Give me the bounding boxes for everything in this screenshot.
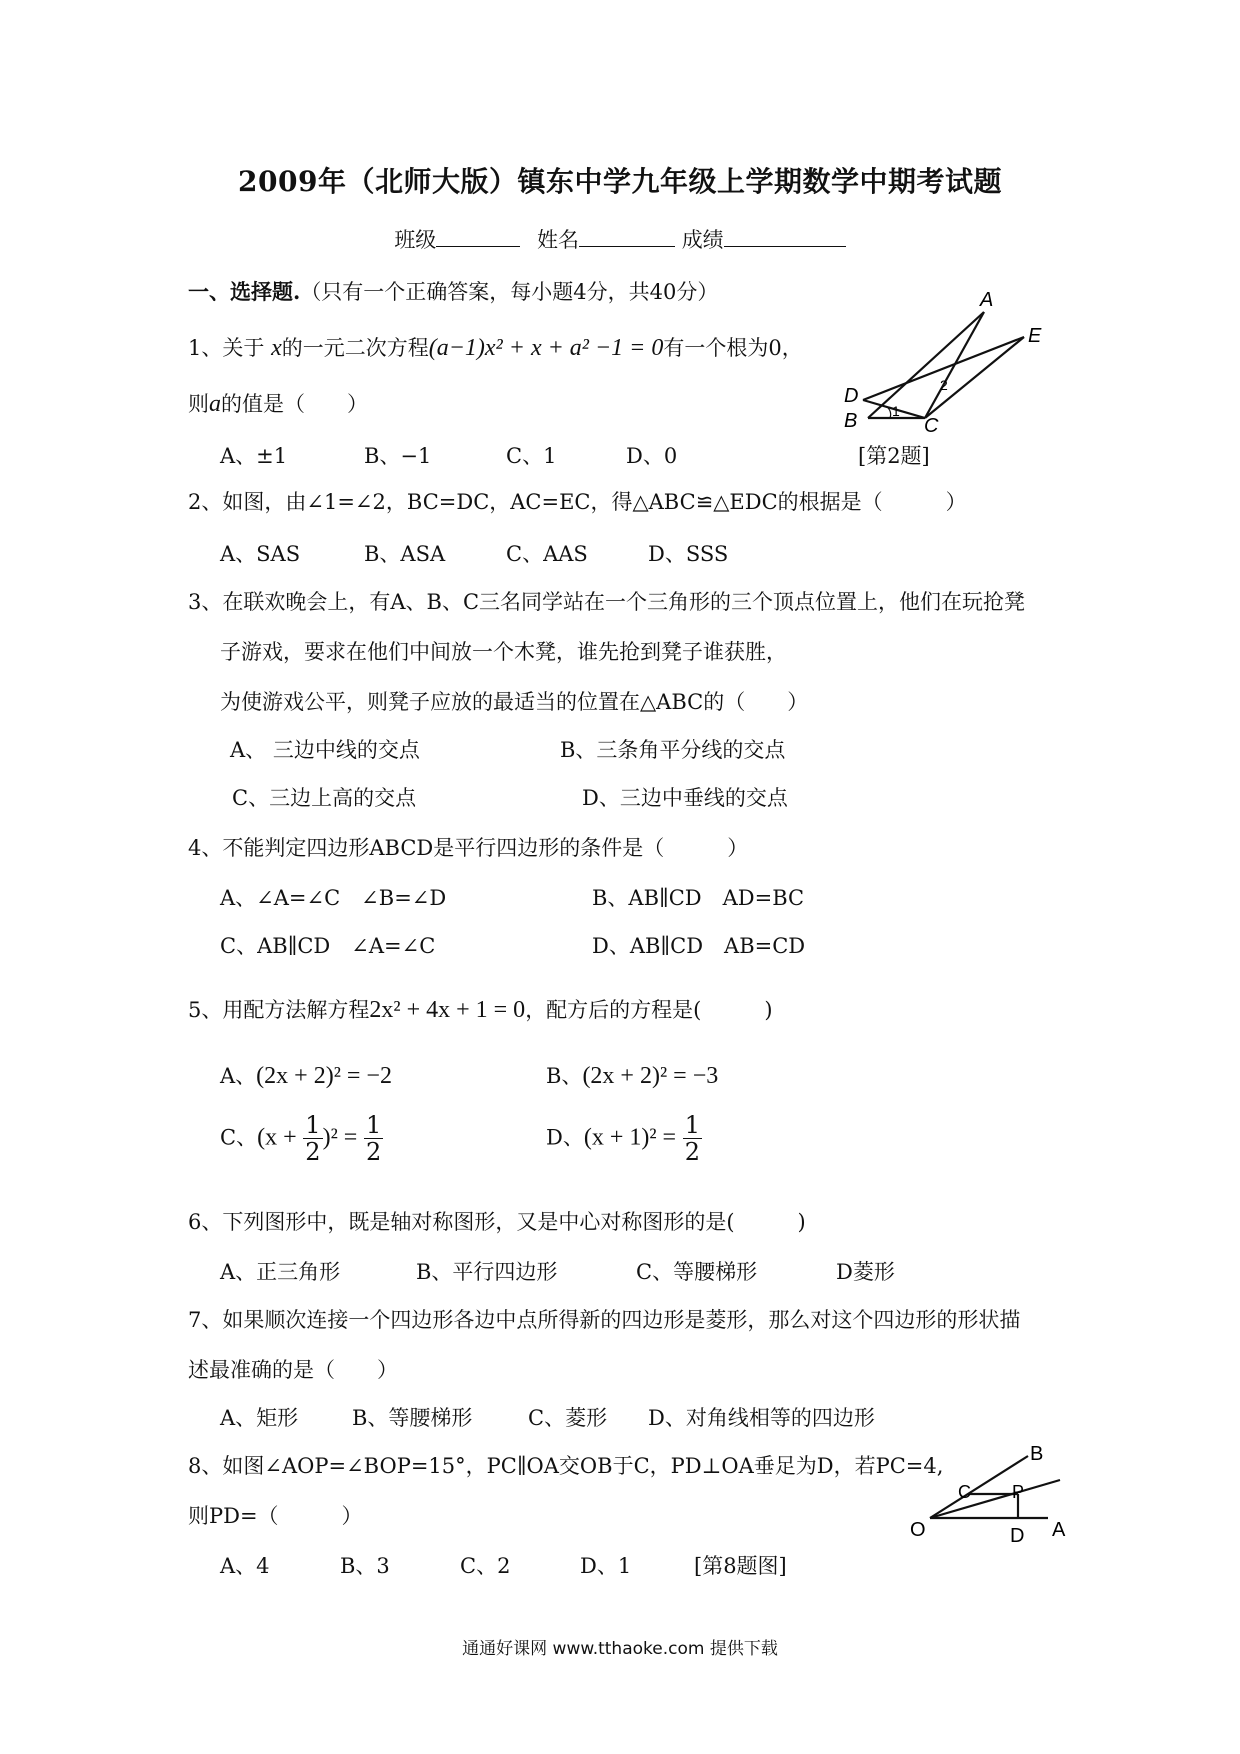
q7-line1: 7、如果顺次连接一个四边形各边中点所得新的四边形是菱形，那么对这个四边形的形状描 (188, 1308, 1021, 1332)
q1-tail: 有一个根为0， (663, 336, 803, 360)
q8-caption: [第8题图] (694, 1554, 787, 1578)
q7-option-c[interactable]: C、菱形 (528, 1406, 608, 1430)
q4-question: 4、不能判定四边形ABCD是平行四边形的条件是（ ） (188, 836, 749, 860)
q1-equation: (a−1)x² + x + a² −1 = 0 (428, 335, 664, 361)
q4-option-d[interactable]: D、AB∥CD AB=CD (592, 934, 806, 958)
q5-option-d-frac (683, 1112, 702, 1166)
q5-option-c[interactable] (220, 1112, 383, 1166)
q2-question: 2、如图，由∠1=∠2，BC=DC，AC=EC，得△ABC≌△EDC的根据是（ ） (188, 490, 967, 514)
q5-option-d[interactable] (546, 1112, 702, 1166)
fig8-label-C: C (958, 1482, 971, 1502)
q1-var-a: a (209, 391, 221, 417)
q5-option-d-label: D、 (546, 1125, 584, 1150)
q3-line1: 3、在联欢晚会上，有A、B、C三名同学站在一个三角形的三个顶点位置上，他们在玩抢凳 (188, 590, 1026, 614)
q5-tail: ，配方后的方程是( ) (525, 998, 773, 1022)
q4-option-a[interactable]: A、∠A=∠C ∠B=∠D (220, 886, 447, 910)
fig2-line-AB (868, 312, 984, 418)
q6-question: 6、下列图形中，既是轴对称图形，又是中心对称图形的是( ) (188, 1210, 806, 1234)
q5-option-a-label: A、 (220, 1064, 257, 1088)
q7-line2: 述最准确的是（ ） (188, 1358, 398, 1382)
q5-option-d-num: 1 (684, 1111, 701, 1139)
q7-option-b[interactable]: B、等腰梯形 (352, 1406, 473, 1430)
fig8-label-A: A (1052, 1519, 1066, 1541)
fig8-label-O: O (910, 1519, 926, 1541)
q6-option-a[interactable]: A、正三角形 (220, 1260, 341, 1284)
q5-option-c-pre: (x + (257, 1124, 297, 1151)
q3-option-c[interactable]: C、三边上高的交点 (232, 786, 417, 810)
q5-option-c-frac1 (303, 1112, 322, 1166)
q3-line3: 为使游戏公平，则凳子应放的最适当的位置在△ABC的（ ） (220, 690, 809, 714)
q6-option-d[interactable]: D菱形 (836, 1260, 895, 1284)
q5-option-c-den1: 2 (305, 1138, 321, 1167)
section-heading (188, 276, 718, 306)
q5-option-c-den2: 2 (366, 1138, 382, 1167)
score-label: 成绩 (681, 228, 724, 252)
class-blank[interactable] (436, 226, 520, 247)
q3-option-d[interactable]: D、三边中垂线的交点 (582, 786, 788, 810)
q5-question (188, 994, 773, 1024)
q3-option-a[interactable]: A、 三边中线的交点 (230, 738, 420, 762)
q8-line1: 8、如图∠AOP=∠BOP=15°，PC∥OA交OB于C，PD⊥OA垂足为D，若PC=4, (188, 1454, 944, 1478)
q5-equation: 2x² + 4x + 1 = 0 (369, 997, 526, 1023)
q8-option-b[interactable]: B、3 (340, 1554, 390, 1578)
q5-option-c-num2: 1 (366, 1111, 382, 1139)
q1-mid: 的一元二次方程 (281, 336, 429, 360)
fig8-label-B: B (1030, 1443, 1044, 1465)
q5-option-b-label: B、 (546, 1064, 583, 1088)
q1-line2 (188, 388, 368, 418)
fig2-caption: [第2题] (858, 444, 930, 468)
q2-option-c[interactable]: C、AAS (506, 542, 588, 566)
q4-option-c[interactable]: C、AB∥CD ∠A=∠C (220, 934, 436, 958)
q8-option-d[interactable]: D、1 (580, 1554, 632, 1578)
fig8-label-P: P (1012, 1482, 1025, 1502)
fig2-angle1-arc (888, 408, 891, 418)
q5-option-c-num1: 1 (305, 1111, 321, 1139)
q5-option-b[interactable] (546, 1060, 718, 1090)
score-blank[interactable] (724, 226, 846, 247)
q1-option-c[interactable]: C、1 (506, 444, 557, 468)
q5-option-a[interactable] (220, 1060, 392, 1090)
q8-line2: 则PD=（ ） (188, 1504, 363, 1528)
student-info-line (0, 224, 1240, 254)
q8-option-c[interactable]: C、2 (460, 1554, 511, 1578)
q5-option-b-expr: (2x + 2)² = −3 (582, 1063, 719, 1089)
q6-option-c[interactable]: C、等腰梯形 (636, 1260, 758, 1284)
q1-var-x: x (271, 335, 282, 361)
q5-option-c-frac2 (364, 1112, 383, 1166)
q5-lead: 5、用配方法解方程 (188, 998, 370, 1022)
class-label: 班级 (394, 228, 437, 252)
q5-option-d-den: 2 (684, 1138, 701, 1167)
q5-option-c-label: C、 (220, 1125, 258, 1150)
q2-option-b[interactable]: B、ASA (364, 542, 446, 566)
q7-option-a[interactable]: A、矩形 (220, 1406, 299, 1430)
q2-option-a[interactable]: A、SAS (220, 542, 301, 566)
fig2-label-1: 1 (892, 403, 900, 419)
fig2-label-2: 2 (940, 377, 948, 393)
q3-line2: 子游戏，要求在他们中间放一个木凳，谁先抢到凳子谁获胜， (220, 640, 787, 664)
fig8-label-D: D (1010, 1525, 1025, 1547)
fig2-label-D: D (844, 385, 859, 407)
q8-option-a[interactable]: A、4 (220, 1554, 270, 1578)
fig8-ray-OP (930, 1480, 1060, 1518)
fig2-label-A: A (980, 290, 994, 311)
page-title: 2009年（北师大版）镇东中学九年级上学期数学中期考试题 (238, 165, 1002, 198)
q1-option-d[interactable]: D、0 (626, 444, 678, 468)
q5-option-d-pre: (x + 1)² = (583, 1124, 677, 1151)
q1-line2-post: 的值是（ ） (221, 392, 368, 416)
q5-option-c-mid: )² = (322, 1124, 358, 1151)
section-note: （只有一个正确答案，每小题4分，共40分） (300, 280, 719, 304)
fig2-label-C: C (924, 415, 939, 437)
fig2-label-B: B (844, 410, 858, 432)
section-title: 一、选择题. (188, 279, 301, 304)
q1-line2-pre: 则 (188, 392, 209, 416)
figure-q8 (900, 1436, 1080, 1556)
q1-lead: 1、关于 (188, 336, 265, 360)
q7-option-d[interactable]: D、对角线相等的四边形 (648, 1406, 875, 1430)
q6-option-b[interactable]: B、平行四边形 (416, 1260, 558, 1284)
q5-option-a-expr: (2x + 2)² = −2 (256, 1063, 392, 1089)
q2-option-d[interactable]: D、SSS (648, 542, 729, 566)
q1-option-b[interactable]: B、−1 (364, 444, 432, 468)
page-footer: 通通好课网 www.tthaoke.com 提供下载 (462, 1639, 778, 1659)
name-label: 姓名 (537, 228, 579, 252)
q1-option-a[interactable]: A、±1 (220, 444, 288, 468)
fig2-label-E: E (1028, 325, 1042, 347)
q3-option-b[interactable]: B、三条角平分线的交点 (560, 738, 786, 762)
q1-line1 (188, 332, 803, 362)
name-blank[interactable] (579, 226, 675, 247)
q4-option-b[interactable]: B、AB∥CD AD=BC (592, 886, 805, 910)
